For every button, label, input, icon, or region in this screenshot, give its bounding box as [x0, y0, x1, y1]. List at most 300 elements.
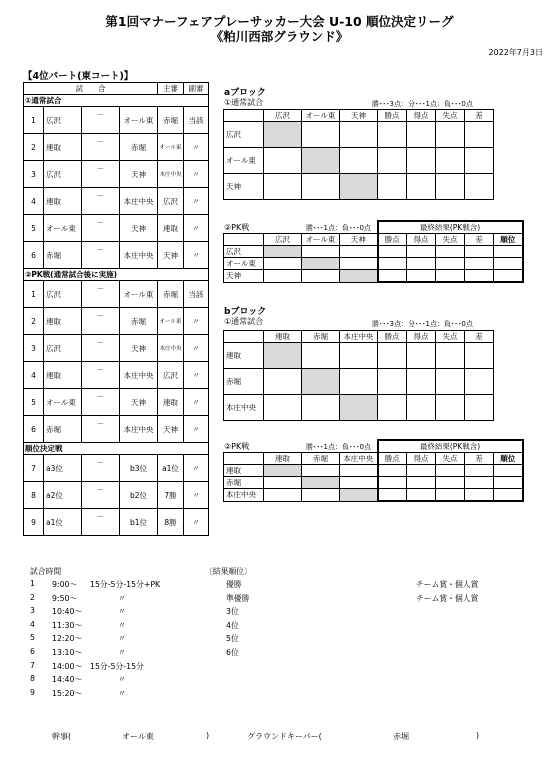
pk-self-cell: [264, 465, 302, 477]
date-label: 2022年7月3日: [488, 48, 543, 57]
b-normal-points: 勝･･･3点：分･･･1点：負･･･0点: [372, 320, 473, 328]
schedule-award: チーム賞・個人賞: [416, 593, 479, 603]
grid-header-row: [224, 331, 494, 343]
pk-stat-cell: [436, 246, 465, 258]
match-number: 4: [24, 362, 44, 389]
grid-col-team: 天神: [340, 110, 378, 122]
header-sub-referee: 副審: [184, 83, 209, 95]
grid-row-team: 天神: [224, 174, 264, 200]
schedule-time: 11:30～: [52, 620, 83, 630]
pk-col-team: 連取: [264, 453, 302, 465]
main-referee: オール東: [158, 308, 184, 335]
main-referee: 広沢: [158, 362, 184, 389]
sub-referee: 〃: [184, 335, 209, 362]
pk-col-team: 赤堀: [302, 453, 340, 465]
grid-corner: [224, 110, 264, 122]
main-referee: 赤堀: [158, 281, 184, 308]
schedule-res: 優勝: [226, 580, 242, 589]
grid-result-cell: [302, 174, 340, 200]
pk-result-cell: [264, 270, 302, 283]
schedule-res: 5位: [226, 634, 239, 644]
grid-self-cell: [302, 369, 340, 395]
match-number: 6: [24, 242, 44, 269]
pk-header-row: [224, 234, 523, 246]
grid-result-cell: [340, 369, 378, 395]
match-number: 2: [24, 134, 44, 161]
home-team: 広沢: [44, 107, 82, 134]
b-normal-label: ①通常試合: [224, 317, 264, 326]
dash-mark: －: [96, 484, 105, 494]
home-team: オール東: [44, 389, 82, 416]
pk-result-cell: [340, 258, 378, 270]
pk-corner: [224, 453, 264, 465]
match-number: 7: [24, 455, 44, 482]
grid-row: [224, 148, 494, 174]
grid-stat-cell: [465, 369, 494, 395]
match-row: [24, 389, 209, 416]
a-block-label: aブロック: [224, 88, 266, 98]
main-referee: 本庄中央: [158, 335, 184, 362]
a-normal-points: 勝･･･3点：分･･･1点：負･･･0点: [372, 100, 473, 108]
grid-row: [224, 395, 494, 421]
grid-stat-cell: [407, 122, 436, 148]
pk-col-rank: 順位: [494, 453, 523, 465]
away-team: 天神: [120, 161, 158, 188]
section-label: ①通常試合: [24, 95, 209, 107]
grid-col-team: オール東: [302, 110, 340, 122]
sub-referee: 〃: [184, 134, 209, 161]
pk-row-team: 広沢: [224, 246, 264, 258]
schedule-note: 〃: [118, 648, 126, 657]
match-row: [24, 107, 209, 134]
match-row: [24, 416, 209, 443]
sub-referee: 〃: [184, 362, 209, 389]
pk-row: [224, 270, 523, 283]
schedule-header: 試合時間: [30, 567, 62, 576]
match-number: 2: [24, 308, 44, 335]
match-dash: [82, 242, 120, 269]
away-team: b1位: [120, 509, 158, 536]
pk-corner: [224, 234, 264, 246]
grid-self-cell: [302, 148, 340, 174]
pk-title-space: [224, 221, 378, 234]
section-label: ②PK戦(通常試合後に実施): [24, 269, 209, 281]
pk-self-cell: [340, 489, 378, 502]
grid-result-cell: [340, 148, 378, 174]
pk-row-team: 本庄中央: [224, 489, 264, 502]
pk-result-cell: [264, 258, 302, 270]
pk-result-cell: [264, 477, 302, 489]
schedule-n: 4: [30, 619, 35, 629]
pk-row-team: 赤堀: [224, 477, 264, 489]
pk-rank-cell: [494, 258, 523, 270]
a-pk-grid: [223, 220, 524, 283]
header-match: 試 合: [24, 83, 158, 95]
away-team: 本庄中央: [120, 416, 158, 443]
schedule-time: 10:40～: [52, 607, 83, 617]
sub-referee: 〃: [184, 215, 209, 242]
main-referee: 連取: [158, 389, 184, 416]
pk-stat-cell: [436, 489, 465, 502]
grid-col-stat: 差: [465, 110, 494, 122]
match-dash: [82, 134, 120, 161]
main-referee: 天神: [158, 416, 184, 443]
pk-row: [224, 258, 523, 270]
b-pk-label: ②PK戦: [224, 442, 250, 451]
section-row: [24, 95, 209, 107]
pk-col-team: 広沢: [264, 234, 302, 246]
match-number: 3: [24, 161, 44, 188]
pk-stat-cell: [378, 465, 407, 477]
kanji-value: オール東: [122, 732, 154, 741]
match-row: [24, 215, 209, 242]
grid-row: [224, 343, 494, 369]
schedule-n: 1: [30, 579, 35, 588]
grid-result-cell: [264, 395, 302, 421]
section-row: [24, 269, 209, 281]
away-team: 本庄中央: [120, 242, 158, 269]
dash-mark: －: [96, 310, 105, 320]
grid-stat-cell: [378, 148, 407, 174]
schedule-res: 6位: [226, 648, 239, 657]
match-dash: [82, 161, 120, 188]
schedule-note: 〃: [118, 634, 126, 644]
schedule-time: 9:00～: [52, 580, 78, 589]
pk-row-team: オール東: [224, 258, 264, 270]
pk-stat-cell: [407, 258, 436, 270]
grid-row: [224, 174, 494, 200]
grid-col-team: 本庄中央: [340, 331, 378, 343]
pk-self-cell: [302, 477, 340, 489]
main-referee: 8勝: [158, 509, 184, 536]
grid-stat-cell: [465, 122, 494, 148]
match-row: [24, 362, 209, 389]
pk-stat-cell: [436, 465, 465, 477]
groundkeeper-label: グラウンドキーパー(: [247, 732, 322, 741]
main-referee: 7勝: [158, 482, 184, 509]
section-row: [24, 443, 209, 455]
pk-stat-cell: [378, 270, 407, 283]
match-dash: [82, 281, 120, 308]
sub-referee: 〃: [184, 188, 209, 215]
dash-mark: －: [96, 163, 105, 173]
home-team: 連取: [44, 362, 82, 389]
grid-stat-cell: [407, 148, 436, 174]
grid-self-cell: [340, 395, 378, 421]
pk-rank-cell: [494, 465, 523, 477]
match-row: [24, 335, 209, 362]
match-dash: [82, 215, 120, 242]
grid-stat-cell: [378, 122, 407, 148]
away-team: 赤堀: [120, 308, 158, 335]
dash-mark: －: [96, 511, 105, 521]
dash-mark: －: [96, 283, 105, 293]
grid-stat-cell: [436, 122, 465, 148]
schedule-note: 〃: [118, 620, 126, 630]
grid-stat-cell: [436, 343, 465, 369]
pk-result-cell: [302, 489, 340, 502]
schedule-n: 2: [30, 592, 35, 602]
match-dash: [82, 335, 120, 362]
pk-self-cell: [264, 246, 302, 258]
header-main-referee: 主審: [158, 83, 184, 95]
match-number: 5: [24, 389, 44, 416]
match-dash: [82, 107, 120, 134]
match-dash: [82, 509, 120, 536]
b-pk-points: 勝･･･1点：負･･･0点: [306, 443, 371, 451]
b-block-label: bブロック: [224, 307, 267, 317]
home-team: 赤堀: [44, 416, 82, 443]
pk-self-cell: [302, 258, 340, 270]
pk-stat-cell: [465, 489, 494, 502]
grid-stat-cell: [378, 395, 407, 421]
main-referee: オール東: [158, 134, 184, 161]
pk-result-cell: [302, 246, 340, 258]
pk-row-team: 連取: [224, 465, 264, 477]
pk-result-cell: [340, 246, 378, 258]
grid-result-cell: [264, 148, 302, 174]
grid-header-row: [224, 110, 494, 122]
grid-stat-cell: [378, 174, 407, 200]
result-header: 〔結果順位〕: [205, 567, 252, 576]
main-referee: 本庄中央: [158, 161, 184, 188]
match-row: [24, 482, 209, 509]
pk-stat-cell: [465, 270, 494, 283]
grid-stat-cell: [436, 395, 465, 421]
match-table: [23, 82, 209, 536]
section-title: 【4位パート(東コート)】: [23, 71, 134, 82]
pk-col-stat: 差: [465, 234, 494, 246]
pk-rank-cell: [494, 489, 523, 502]
home-team: 連取: [44, 134, 82, 161]
match-number: 8: [24, 482, 44, 509]
sub-referee: 〃: [184, 455, 209, 482]
schedule-n: 8: [30, 674, 35, 684]
match-number: 9: [24, 509, 44, 536]
schedule-note: 〃: [118, 688, 126, 698]
main-referee: 広沢: [158, 188, 184, 215]
match-table-header: [24, 83, 209, 95]
match-row: [24, 455, 209, 482]
away-team: b3位: [120, 455, 158, 482]
schedule-n: 9: [30, 687, 35, 697]
grid-stat-cell: [436, 174, 465, 200]
match-dash: [82, 308, 120, 335]
grid-corner: [224, 331, 264, 343]
grid-result-cell: [340, 343, 378, 369]
match-number: 6: [24, 416, 44, 443]
grid-row: [224, 369, 494, 395]
sub-referee: 〃: [184, 308, 209, 335]
grid-result-cell: [302, 343, 340, 369]
dash-mark: －: [96, 109, 105, 119]
pk-stat-cell: [465, 465, 494, 477]
grid-stat-cell: [407, 369, 436, 395]
pk-rank-cell: [494, 270, 523, 283]
pk-stat-cell: [407, 465, 436, 477]
pk-stat-cell: [436, 270, 465, 283]
pk-stat-cell: [465, 477, 494, 489]
grid-row-team: 本庄中央: [224, 395, 264, 421]
match-dash: [82, 188, 120, 215]
pk-stat-cell: [407, 489, 436, 502]
schedule-res: 準優勝: [226, 593, 250, 603]
away-team: 本庄中央: [120, 362, 158, 389]
dash-mark: －: [96, 136, 105, 146]
schedule-time: 15:20～: [52, 688, 83, 698]
grid-col-stat: 勝点: [378, 110, 407, 122]
grid-self-cell: [264, 343, 302, 369]
pk-row: [224, 246, 523, 258]
grid-row-team: 広沢: [224, 122, 264, 148]
pk-rank-cell: [494, 477, 523, 489]
grid-self-cell: [264, 122, 302, 148]
home-team: 広沢: [44, 335, 82, 362]
main-referee: a1位: [158, 455, 184, 482]
grid-row-team: オール東: [224, 148, 264, 174]
grid-col-stat: 失点: [436, 110, 465, 122]
main-referee: 赤堀: [158, 107, 184, 134]
pk-col-stat: 失点: [436, 453, 465, 465]
pk-stat-cell: [436, 477, 465, 489]
b-league-grid: [223, 330, 494, 421]
pk-result-cell: [340, 465, 378, 477]
grid-col-stat: 差: [465, 331, 494, 343]
kanji-label: 幹事(: [52, 732, 72, 741]
schedule-n: 7: [30, 660, 35, 670]
pk-stat-cell: [378, 477, 407, 489]
main-referee: 連取: [158, 215, 184, 242]
pk-col-stat: 失点: [436, 234, 465, 246]
schedule-note: 〃: [118, 593, 126, 603]
home-team: 広沢: [44, 281, 82, 308]
venue-title: 《粕川西部グラウンド》: [210, 29, 349, 44]
away-team: オール東: [120, 107, 158, 134]
dash-mark: －: [96, 391, 105, 401]
away-team: 天神: [120, 389, 158, 416]
pk-row: [224, 465, 523, 477]
sub-referee: 〃: [184, 242, 209, 269]
pk-col-stat: 得点: [407, 234, 436, 246]
grid-col-stat: 得点: [407, 331, 436, 343]
match-dash: [82, 389, 120, 416]
pk-row: [224, 477, 523, 489]
home-team: a3位: [44, 455, 82, 482]
pk-stat-cell: [465, 246, 494, 258]
sub-referee: 当該: [184, 281, 209, 308]
section-label: 順位決定戦: [24, 443, 209, 455]
away-team: 天神: [120, 215, 158, 242]
grid-result-cell: [302, 122, 340, 148]
pk-header-row: [224, 453, 523, 465]
match-dash: [82, 482, 120, 509]
grid-col-team: 連取: [264, 331, 302, 343]
pk-stat-cell: [465, 258, 494, 270]
home-team: 広沢: [44, 161, 82, 188]
match-row: [24, 188, 209, 215]
grid-stat-cell: [407, 343, 436, 369]
a-normal-label: ①通常試合: [224, 98, 264, 107]
grid-stat-cell: [465, 395, 494, 421]
away-team: b2位: [120, 482, 158, 509]
match-row: [24, 308, 209, 335]
sub-referee: 〃: [184, 416, 209, 443]
dash-mark: －: [96, 190, 105, 200]
pk-row: [224, 489, 523, 502]
kanji-close: ): [206, 731, 210, 740]
pk-title-space: [224, 440, 378, 453]
match-row: [24, 242, 209, 269]
away-team: 天神: [120, 335, 158, 362]
home-team: a2位: [44, 482, 82, 509]
grid-stat-cell: [378, 343, 407, 369]
pk-final-label: 最終結果(PK戦含): [378, 440, 523, 453]
grid-result-cell: [264, 369, 302, 395]
grid-result-cell: [302, 395, 340, 421]
dash-mark: －: [96, 244, 105, 254]
dash-mark: －: [96, 217, 105, 227]
grid-stat-cell: [436, 369, 465, 395]
away-team: オール東: [120, 281, 158, 308]
pk-result-cell: [302, 465, 340, 477]
sub-referee: 〃: [184, 509, 209, 536]
dash-mark: －: [96, 364, 105, 374]
pk-col-stat: 得点: [407, 453, 436, 465]
grid-stat-cell: [465, 148, 494, 174]
groundkeeper-value: 赤堀: [393, 732, 409, 741]
schedule-award: チーム賞・個人賞: [416, 580, 479, 589]
match-number: 1: [24, 107, 44, 134]
pk-col-stat: 勝点: [378, 453, 407, 465]
pk-stat-cell: [407, 270, 436, 283]
pk-stat-cell: [407, 246, 436, 258]
pk-col-rank: 順位: [494, 234, 523, 246]
sub-referee: 〃: [184, 161, 209, 188]
pk-col-team: 本庄中央: [340, 453, 378, 465]
grid-col-stat: 得点: [407, 110, 436, 122]
page-title: 第1回マナーフェアプレーサッカー大会 U-10 順位決定リーグ: [105, 14, 454, 29]
match-row: [24, 509, 209, 536]
sub-referee: 〃: [184, 482, 209, 509]
schedule-time: 14:40～: [52, 675, 83, 685]
grid-stat-cell: [378, 369, 407, 395]
pk-row-team: 天神: [224, 270, 264, 283]
match-number: 5: [24, 215, 44, 242]
groundkeeper-close: ): [476, 731, 480, 740]
grid-self-cell: [340, 174, 378, 200]
dash-mark: －: [96, 337, 105, 347]
match-dash: [82, 362, 120, 389]
pk-col-stat: 勝点: [378, 234, 407, 246]
sub-referee: 当該: [184, 107, 209, 134]
pk-stat-cell: [378, 258, 407, 270]
schedule-time: 13:10～: [52, 648, 83, 657]
schedule-note: 〃: [118, 675, 126, 685]
grid-col-stat: 失点: [436, 331, 465, 343]
grid-result-cell: [264, 174, 302, 200]
grid-col-stat: 勝点: [378, 331, 407, 343]
a-pk-points: 勝･･･1点：負･･･0点: [306, 224, 371, 232]
schedule-time: 9:50～: [52, 593, 78, 603]
pk-self-cell: [340, 270, 378, 283]
grid-row: [224, 122, 494, 148]
dash-mark: －: [96, 418, 105, 428]
schedule-note: 15分-5分-15分: [90, 661, 144, 671]
pk-stat-cell: [436, 258, 465, 270]
b-pk-grid: [223, 439, 524, 502]
pk-stat-cell: [378, 489, 407, 502]
home-team: a1位: [44, 509, 82, 536]
